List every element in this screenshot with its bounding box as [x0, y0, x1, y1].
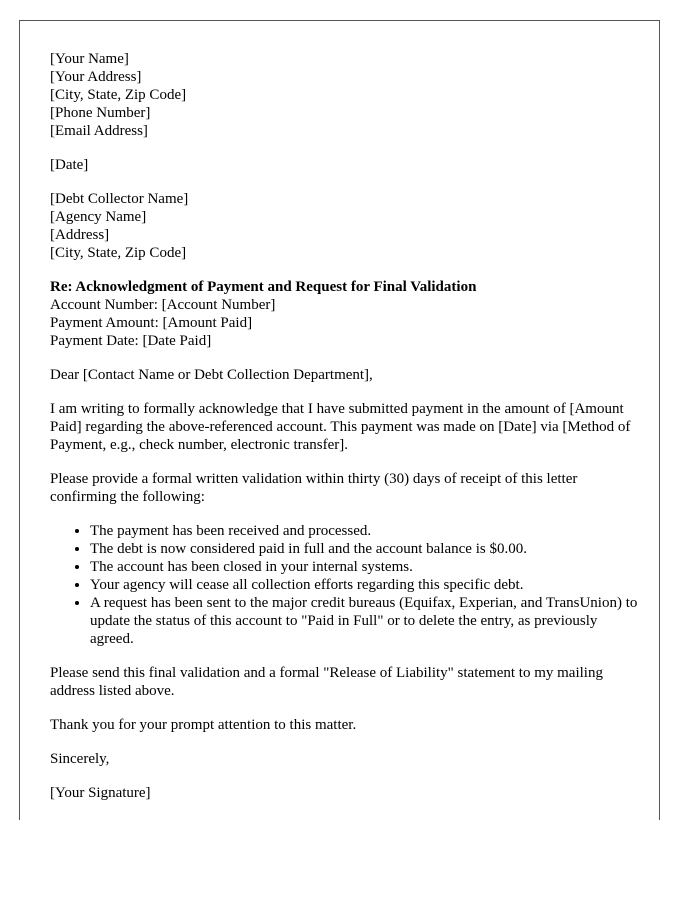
sender-address: [Your Address]: [50, 69, 142, 85]
account-number: Account Number: [Account Number]: [50, 297, 276, 313]
payment-amount: Payment Amount: [Amount Paid]: [50, 315, 253, 331]
body-paragraph-1: I am writing to formally acknowledge that I have submitted payment in the amount of [Amount Paid] regarding the above-referenced account. This payment was made on [Date] via [Method of Payment, e.g., check number, electronic transfer].: [50, 401, 631, 453]
closing: Sincerely,: [50, 751, 110, 767]
sender-email: [Email Address]: [50, 123, 148, 139]
body-paragraph-4: Thank you for your prompt attention to this matter.: [50, 717, 357, 733]
sender-city-state-zip: [City, State, Zip Code]: [50, 87, 187, 103]
recipient-agency-name: [Agency Name]: [50, 209, 147, 225]
recipient-collector-name: [Debt Collector Name]: [50, 191, 189, 207]
subject-block: [50, 278, 640, 350]
validation-list: [50, 522, 640, 648]
list-item: • Your agency will cease all collection efforts regarding this specific debt.: [90, 576, 640, 594]
sender-block: [50, 50, 640, 140]
letter-content: [50, 50, 640, 818]
list-item: • The payment has been received and processed.: [90, 522, 640, 540]
subject-re-line: Re: Acknowledgment of Payment and Request for Final Validation: [50, 279, 477, 295]
list-item: • The debt is now considered paid in full and the account balance is $0.00.: [90, 540, 640, 558]
sender-phone: [Phone Number]: [50, 105, 151, 121]
recipient-block: [50, 190, 640, 262]
letter-page: [19, 20, 660, 820]
body-paragraph-2: Please provide a formal written validation within thirty (30) days of receipt of this letter confirming the following:: [50, 471, 578, 505]
list-item: • A request has been sent to the major credit bureaus (Equifax, Experian, and TransUnion) to update the status of this account to "Paid in Full" or to delete the entry, as previously agreed.: [90, 594, 640, 648]
letter-date: [Date]: [50, 157, 89, 173]
date-block: [50, 156, 640, 174]
list-item: • The account has been closed in your internal systems.: [90, 558, 640, 576]
signature: [Your Signature]: [50, 785, 151, 801]
recipient-city-state-zip: [City, State, Zip Code]: [50, 245, 187, 261]
sender-name: [Your Name]: [50, 51, 129, 67]
recipient-address: [Address]: [50, 227, 110, 243]
payment-date: Payment Date: [Date Paid]: [50, 333, 212, 349]
body-paragraph-3: Please send this final validation and a formal "Release of Liability" statement to my mailing address listed above.: [50, 665, 603, 699]
salutation: Dear [Contact Name or Debt Collection Department],: [50, 367, 373, 383]
